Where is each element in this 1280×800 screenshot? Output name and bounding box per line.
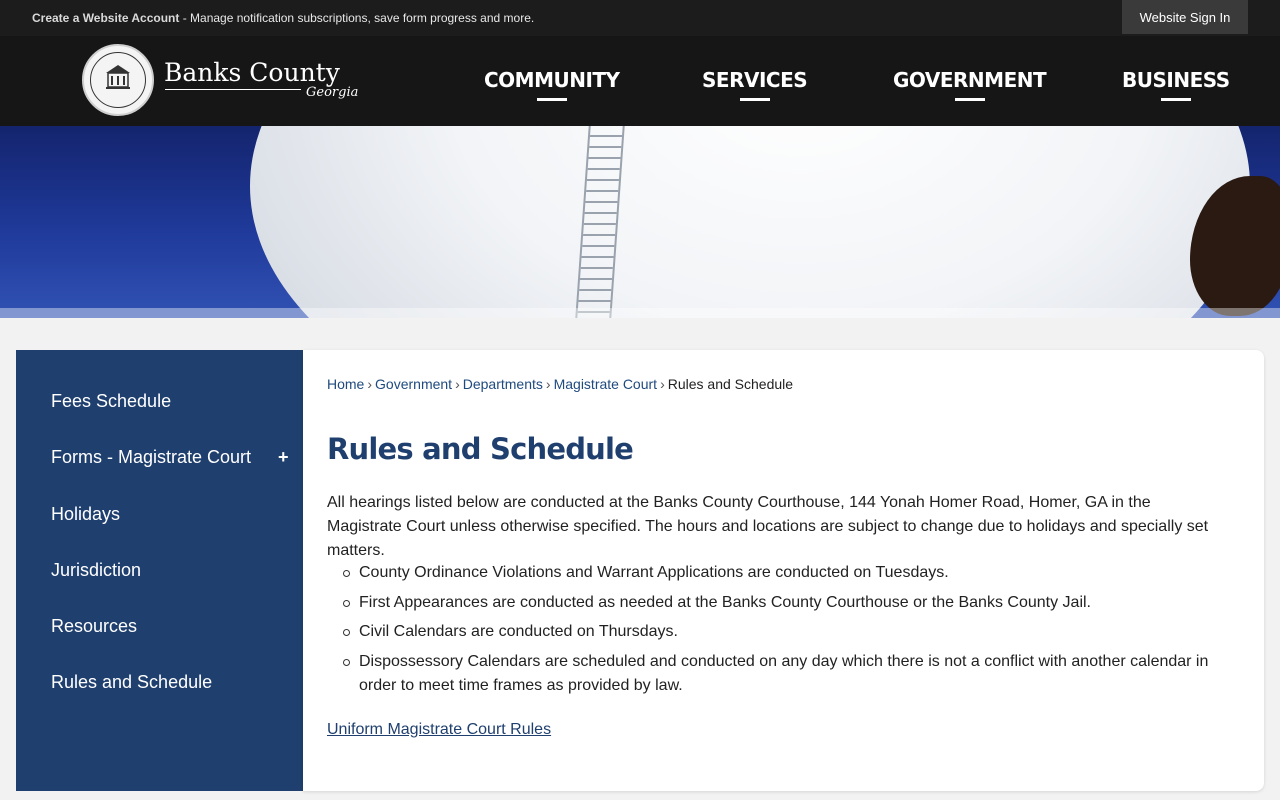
breadcrumb-separator: ›	[660, 376, 665, 392]
site-header	[0, 36, 1280, 126]
breadcrumb-magistrate-court[interactable]: Magistrate Court	[553, 376, 658, 392]
brand-divider	[165, 89, 301, 90]
nav-underline	[740, 98, 770, 101]
county-seal-logo[interactable]	[82, 44, 154, 116]
sidebar-item-resources[interactable]: Resources	[51, 616, 138, 636]
breadcrumb-separator: ›	[455, 376, 460, 392]
breadcrumb-separator: ›	[367, 376, 373, 392]
breadcrumb	[327, 376, 793, 392]
nav-business-label: BUSINESS	[1122, 68, 1230, 92]
water-tower-tank	[250, 126, 1250, 318]
nav-underline	[1161, 98, 1191, 101]
nav-community[interactable]	[484, 68, 620, 92]
expand-plus-icon[interactable]: +	[278, 447, 289, 467]
nav-services-label: SERVICES	[702, 68, 808, 92]
sidebar-item-jurisdiction[interactable]: Jurisdiction	[51, 560, 142, 580]
list-item: Dispossessory Calendars are scheduled and conducted on any day which there is not a conflict with another calendar in order to meet time frames as provided by law.	[359, 650, 1229, 698]
hearing-list	[359, 561, 1229, 703]
breadcrumb-home[interactable]: Home	[327, 376, 365, 392]
breadcrumb-current: Rules and Schedule	[667, 376, 794, 392]
website-sign-in-button[interactable]: Website Sign In	[1122, 0, 1248, 34]
list-item: Civil Calendars are conducted on Thursdays.	[359, 620, 1229, 644]
nav-business[interactable]	[1122, 68, 1230, 92]
page-title: Rules and Schedule	[327, 432, 634, 466]
sidebar-item-holidays[interactable]: Holidays	[51, 504, 121, 524]
nav-government[interactable]	[893, 68, 1046, 92]
account-message	[32, 11, 534, 25]
top-bar	[0, 0, 1280, 36]
sidebar-item-forms[interactable]: Forms - Magistrate Court	[51, 447, 252, 467]
brand-name[interactable]: Banks County	[164, 58, 340, 87]
nav-government-label: GOVERNMENT	[893, 68, 1047, 92]
account-message-text: - Manage notification subscriptions, save form progress and more.	[179, 11, 535, 25]
brand-subtitle: Georgia	[306, 85, 359, 100]
sidebar-item-fees-schedule[interactable]: Fees Schedule	[51, 391, 172, 411]
nav-services[interactable]	[702, 68, 807, 92]
hero-banner-image	[0, 126, 1280, 318]
hero-bottom-fade	[0, 308, 1280, 318]
courthouse-icon	[104, 64, 132, 90]
nav-underline	[955, 98, 985, 101]
uniform-rules-link[interactable]: Uniform Magistrate Court Rules	[327, 721, 552, 738]
breadcrumb-separator: ›	[545, 376, 551, 392]
nav-community-label: COMMUNITY	[484, 68, 620, 92]
breadcrumb-departments[interactable]: Departments	[462, 376, 543, 392]
sidebar-item-rules-and-schedule[interactable]: Rules and Schedule	[51, 672, 213, 692]
sidebar-nav	[16, 350, 303, 791]
breadcrumb-government[interactable]: Government	[375, 376, 453, 392]
list-item: First Appearances are conducted as needed at the Banks County Courthouse or the Banks County Jail.	[359, 591, 1229, 615]
nav-underline	[537, 98, 567, 101]
list-item: County Ordinance Violations and Warrant Applications are conducted on Tuesdays.	[359, 561, 1229, 585]
create-account-link[interactable]: Create a Website Account	[32, 11, 180, 25]
intro-paragraph: All hearings listed below are conducted at the Banks County Courthouse, 144 Yonah Homer Road, Homer, GA in the Magistrate Court unless otherwise specified. The hours and locations are subject to change due to holidays and specially set matters.	[327, 494, 1209, 559]
main-content	[303, 350, 1264, 791]
